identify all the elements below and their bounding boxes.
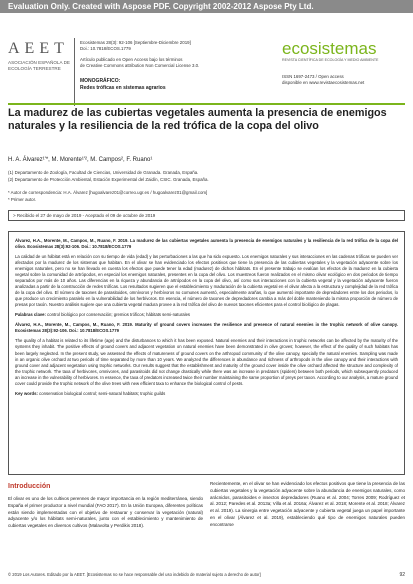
keywords-es-label: Palabras clave: <box>15 312 46 318</box>
monograph-label: MONOGRÁFICO: <box>80 78 121 84</box>
abstract-en: The quality of a habitat is related to its lifetime (age) and the disturbances to which it has been exposed. Natural enemies and their interactions in trophic networks can be affected by the maturity of the systems they inhabit. The positive effects of ground covers and adjacent vegetation on natural enemies have been demonstrated in olive groves; however, the effect of the quality of such habitats has been largely neglected. In the present study, we assessed the effects of matureness of ground covers on the arthropod community of the olive canopy, specially the natural enemies. Sampling was made in an organic olive orchard at two periods of time separated by more than 10 years. We analyzed the differences in abundance and richness of arthropods in the olive canopy and their interactions with ground cover and adjacent vegetation using trophic networks. Our results suggest that the establishment and maturity of the ground cover inside the olive orchard affected the structure and complexity of the trophic network. The taxa of herbivores, omnivores, and parasitoids did not change drastically while there was an increase in predators (spiders) between both periods, which subsequently produced an increase in the vulnerability of herbivores. In essence, the taxa of predators increased twice their number maintaining the same proportion of preys per taxon. According to our analysis, a mature ground cover could provide the trophic network of the olive trees with new efficient taxa to enhance the biological control of pests. <box>15 338 398 386</box>
article-title: La madurez de las cubiertas vegetales aumenta la presencia de enemigos naturales y la resiliencia de la red trófica de la copa del olivo <box>8 107 387 133</box>
affiliations <box>8 170 403 183</box>
journal-info <box>80 40 270 70</box>
abstract-en-reference: Álvarez, H.A., Morente, M., Campos, M., Ruano, F. 2019. Maturity of ground covers increases the resilience and presence of natural enemies in the trophic network of olive canopy. Ecosistemas 28(3):92-106. Doi.: 10.7818/ECOS.1779 <box>15 322 398 334</box>
issn-info <box>282 74 364 87</box>
issn: ISSN 1697-2473 / Open access <box>282 74 344 79</box>
intro-right-column: Recientemente, en el olivar se han evidenciado los efectos positivos que tiene la presencia de las cubiertas vegetales y la vegetación adyacente sobre la abundancia de enemigos naturales, como arácnidos, parasitoides e insectos depredadores (Ruano et al. 2004; Torres 2009; Rodríguez et al. 2012; Paredes et al. 2013a; Villa et al. 2016a; Álvarez et al. 2018; Morente et al. 2018; Álvarez et al. 2019). La sinergia entre vegetación adyacente y cubierta vegetal juega un papel importante en el olivar (Álvarez et al. 2019), estableciendo qué tipo de enemigos naturales pueden encontrarse <box>210 481 405 527</box>
journal-url[interactable]: disponible en www.revistaecosistemas.net <box>282 80 365 86</box>
monograph-title: Redes tróficas en sistemas agrarios <box>80 85 166 91</box>
abstract-es: La calidad de un hábitat está en relación con su tiempo de vida (edad) y las perturbaciones a las que ha sido expuesto. Los enemigos naturales y sus interacciones en las cadenas tróficas se pueden ver afectados por la madurez de los sistemas que habitan. En el olivar se han evidenciado los efectos positivos que tiene la presencia de las cubiertas vegetales y la vegetación adyacente sobre los enemigos naturales, pero no se han llevado en cuenta los efectos que puede tener la edad (madurez) de dichos hábitats. En el presente trabajo se evalúan los efectos de la madurez en la cubierta vegetal sobre la comunidad de artrópodos, en especial los enemigos naturales, presentes en la copa del olivo. Los muestreos fueron realizados en el mismo olivar ecológico en dos periodos de tiempo separados por más de 10 años. Las diferencias en la riqueza y abundancia de artrópodos en la copa del olivo, así como sus interacciones con la cubierta vegetal y la vegetación adyacente fueron analizadas a partir de la construcción de redes tróficas. Los resultados sugieren que el establecimiento y maduración de la cubierta vegetal en el olivar afecta a la estructura y complejidad de la red trófica de la copa del olivo. El número de taxones de parasitoides, omnívoros y herbívoros no comunes aumentó, especialmente arañas, lo que aumentó importante de depredadores entre los dos periodos, lo que produce un crecimiento paralelo en la vulnerabilidad de los herbívoros. En esencia, el número de taxones de depredadores cambia a más del doble manteniendo la misma proporción de número de presas por taxón. Nuestro análisis sugiere que una cubierta vegetal madura provee a la red trófica del olivo de nuevos taxones eficientes para el control biológico de plagas. <box>15 254 398 308</box>
abstract-es-reference: Álvarez, H.A., Morente, M., Campos, M., Ruano, F. 2019. La madurez de las cubiertas vegetales aumenta la presencia de enemigos naturales y la resiliencia de la red trófica de la copa del olivo. Ecosistemas 28(3):92-106. Doi.: 10.7818/ECOS.1779 <box>15 238 398 250</box>
aeet-logo-block <box>8 40 70 72</box>
ecosistemas-logo: ecosistemas <box>282 39 377 58</box>
keywords-es: control biológico por conservación; gremios tróficos; hábitats semi-naturales <box>47 312 191 318</box>
copyright-footer: © 2019 Los Autores. Editado por la AEET. [Ecosistemas no se hace responsable del uso indebido de material sujeto a derecho de autor] <box>8 572 261 577</box>
keywords-en: conservation biological control; semi-natural habitats; trophic guilds <box>39 390 166 396</box>
journal-doi: Doi.: 10.7818/ECOS.1779 <box>80 46 131 52</box>
ecosistemas-subtitle: REVISTA CIENTÍFICA DE ECOLOGÍA Y MEDIO AMBIENTE <box>282 58 379 62</box>
ecosistemas-logo-block <box>282 40 407 62</box>
intro-left-column: El olivar es uno de los cultivos perennes de mayor importancia en la región mediterránea, siendo España el primer productor a nivel mundial (FAO 2017). En la Unión Europea, diferentes políticas están siendo implementadas con el objetivo de restaurar y conservar la vegetación (natural) adyacente y/o los hábitats semi-naturales, junto con el establecimiento y mantenimiento de cubiertas vegetales en diversos cultivos (Malavolta y Perdikis 2018). <box>8 496 203 529</box>
received-dates: > Recibido el 27 de mayo de 2019 - Aceptado el 09 de octubre de 2019 <box>8 210 405 221</box>
affiliation-2: (2) Departamento de Protección Ambiental, Estación Experimental del Zaidín, CSIC. Granada, España. <box>8 176 209 182</box>
correspondence <box>8 190 403 203</box>
abstract-box <box>8 231 405 475</box>
license-line-1: Artículo publicado en Open Access bajo los términos <box>80 57 183 63</box>
affiliation-1: (1) Departamento de Zoología, Facultad de Ciencias, Universidad de Granada. Granada, España. <box>8 170 199 175</box>
authors: H. A. Álvarez¹'*, M. Morente¹'², M. Campos², F. Ruano¹ <box>8 157 153 163</box>
keywords-en-label: Key words: <box>15 390 38 396</box>
aeet-logo: AEET <box>8 40 69 57</box>
introduction-heading: Introducción <box>8 483 51 490</box>
header-rule <box>8 103 405 105</box>
journal-issue: Ecosistemas 28(3): 92-106 [Septiembre-Diciembre 2019] <box>80 40 191 45</box>
corresponding-author: * Autor de correspondencia: H.A. Álvarez [hugoalvarez01@correo.ugr.es / hugoalvarez01@gmail.com] <box>8 190 208 195</box>
evaluation-banner: Evaluation Only. Created with Aspose PDF. Copyright 2002-2012 Aspose Pty Ltd. <box>0 0 413 13</box>
page-number: 92 <box>399 572 405 578</box>
monograph-info <box>80 78 166 92</box>
license-line-2: de Creative Commons attribution Non Comercial License 3.0. <box>80 63 200 69</box>
first-author-note: * Primer autor. <box>8 196 37 202</box>
aeet-name: ASOCIACIÓN ESPAÑOLA DE ECOLOGÍA TERRESTRE <box>8 60 70 72</box>
header-divider <box>74 38 75 106</box>
